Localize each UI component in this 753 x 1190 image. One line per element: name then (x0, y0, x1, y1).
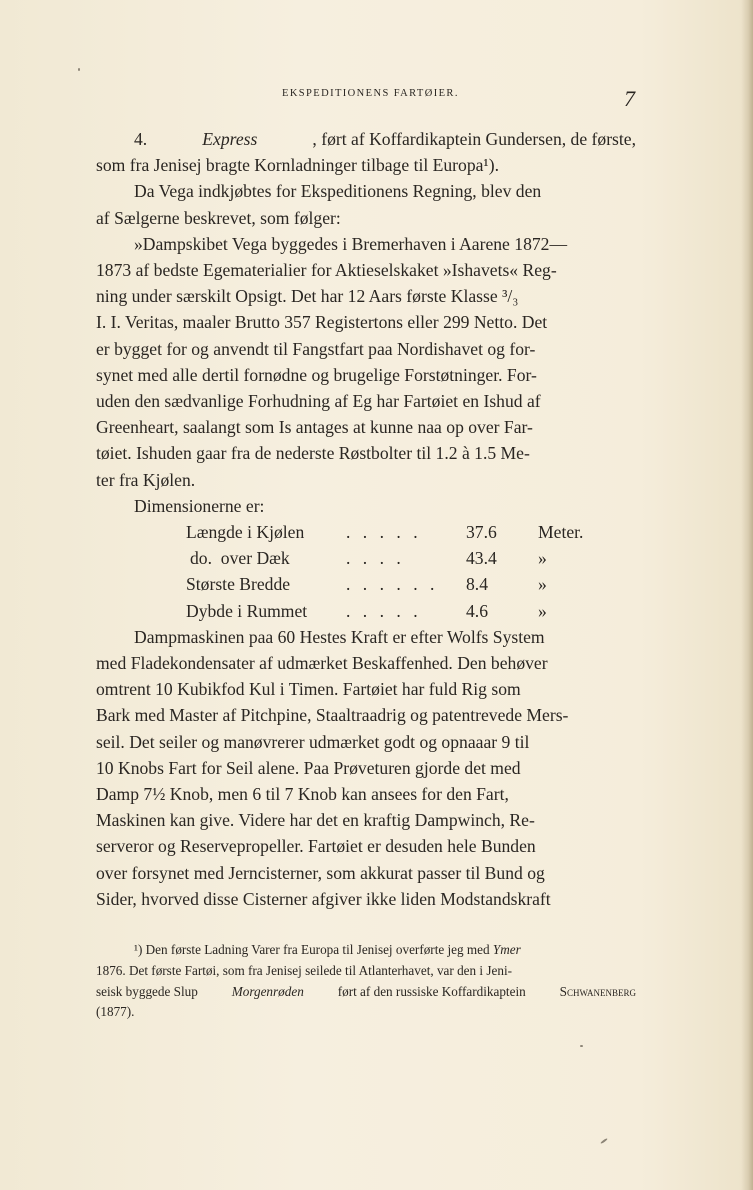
footnote-text: seisk byggede Slup (96, 983, 198, 999)
body-line: 10 Knobs Fart for Seil alene. Paa Prøveturen gjorde det med (96, 757, 521, 778)
dimension-row (96, 571, 636, 597)
captain-name: Schwanenberg (559, 983, 636, 999)
body-line: 4. Express , ført af Koffardikaptein Gundersen, de første, (134, 129, 636, 149)
dimension-row (96, 598, 636, 624)
leader-dots: . . . . . (346, 600, 422, 621)
body-line: omtrent 10 Kubikfod Kul i Timen. Fartøiet har fuld Rig som (96, 679, 521, 700)
body-line: af Sælgerne beskrevet, som følger: (96, 207, 341, 228)
dimension-unit: » (538, 600, 547, 621)
page-number: 7 (624, 86, 635, 111)
body-line: 1873 af bedste Egematerialier for Aktieselskaket »Ishavets« Reg- (96, 260, 557, 281)
body-line: er bygget for og anvendt til Fangstfart paa Nordishavet og for- (96, 338, 536, 359)
body-line: Sider, hvorved disse Cisterner afgiver ikke liden Modstandskraft (96, 888, 551, 909)
body-line: seil. Det seiler og manøvrerer udmærket godt og opnaaar 9 til (96, 731, 530, 752)
page-edge-shadow (741, 0, 753, 1190)
body-line: Dampmaskinen paa 60 Hestes Kraft er efter Wolfs System (134, 626, 545, 647)
body-line: ning under særskilt Opsigt. Det har 12 Aars første Klasse ³/₃ (96, 286, 519, 307)
body-line: med Fladekondensater af udmærket Beskaffenhed. Den behøver (96, 653, 548, 674)
ship-name: Morgenrøden (231, 983, 304, 999)
footnote-marker: ¹) (134, 942, 143, 957)
body-line: Bark med Master af Pitchpine, Staaltraadrig og patentrevede Mers- (96, 705, 569, 726)
paper-speck (600, 1138, 608, 1144)
dimension-unit: Meter. (538, 522, 584, 543)
body-line: tøiet. Ishuden gaar fra de nederste Røstbolter til 1.2 à 1.5 Me- (96, 443, 530, 464)
leader-dots: . . . . (346, 548, 405, 569)
body-line: Maskinen kan give. Videre har det en kraftig Dampwinch, Re- (96, 810, 535, 831)
running-title: EKSPEDITIONENS FARTØIER. (282, 88, 459, 99)
body-line: Da Vega indkjøbtes for Ekspeditionens Regning, blev den (134, 181, 542, 202)
paper-speck (580, 1045, 583, 1047)
dimension-label: Største Bredde (186, 574, 291, 595)
dimension-value: 8.4 (466, 574, 488, 595)
body-line: synet med alle dertil fornødne og brugelige Forstøtninger. For- (96, 364, 537, 385)
body-line: Greenheart, saalangt som Is antages at kunne naa op over Far- (96, 417, 533, 438)
body-text (96, 126, 636, 912)
body-line: ter fra Kjølen. (96, 469, 196, 490)
dimension-unit: » (538, 574, 547, 595)
footnote-line (96, 940, 636, 961)
footnote (96, 940, 636, 1023)
dimension-label: do. over Dæk (190, 548, 290, 569)
dimension-value: 4.6 (466, 600, 488, 621)
body-line: over forsynet med Jerncisterner, som akkurat passer til Bund og (96, 862, 545, 883)
body-line: I. I. Veritas, maaler Brutto 357 Registertons eller 299 Netto. Det (96, 312, 548, 333)
dimension-value: 37.6 (466, 522, 497, 543)
dimension-label: Længde i Kjølen (186, 522, 305, 543)
footnote-line: 1876. Det første Fartøi, som fra Jenisej seilede til Atlanterhavet, var den i Jeni- (96, 962, 513, 978)
dimension-unit: » (538, 548, 547, 569)
body-line: serveror og Reservepropeller. Fartøiet er desuden hele Bunden (96, 836, 536, 857)
body-line: Dimensionerne er: (134, 495, 265, 516)
footnote-text: Den første Ladning Varer fra Europa til Jenisej overførte jeg med Ymer (145, 942, 521, 957)
body-line: Damp 7½ Knob, men 6 til 7 Knob kan ansees for den Fart, (96, 784, 509, 805)
dimension-value: 43.4 (466, 548, 497, 569)
footnote-text: ført af den russiske Koffardikaptein (337, 983, 526, 999)
dimension-label: Dybde i Rummet (186, 600, 308, 621)
body-line: »Dampskibet Vega byggedes i Bremerhaven i Aarene 1872— (134, 233, 568, 254)
body-line: uden den sædvanlige Forhudning af Eg har Fartøiet en Ishud af (96, 391, 541, 412)
dimension-row (96, 545, 636, 571)
footnote-line: (1877). (96, 1004, 135, 1020)
paper-speck (78, 68, 80, 71)
dimension-row (96, 519, 636, 545)
footnote-line (96, 982, 636, 1003)
leader-dots: . . . . . (346, 522, 422, 543)
body-line: som fra Jenisej bragte Kornladninger tilbage til Europa¹). (96, 155, 499, 176)
leader-dots: . . . . . . (346, 574, 439, 595)
